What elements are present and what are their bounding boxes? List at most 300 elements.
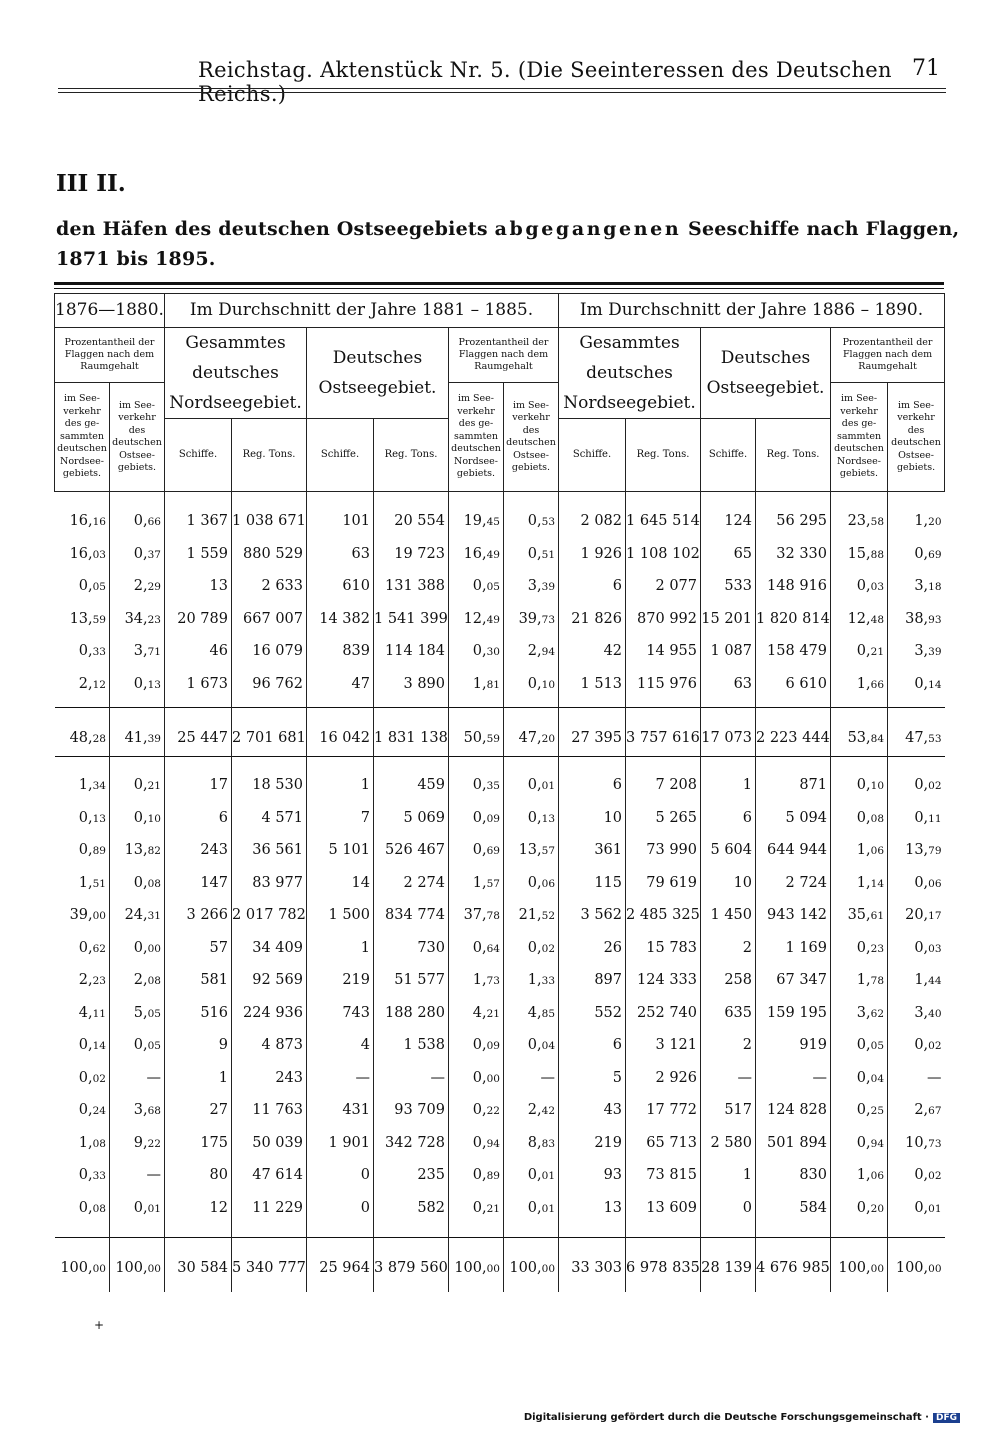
pct-integer-part: 8, xyxy=(527,1134,542,1151)
spacer-cell xyxy=(701,1224,756,1238)
table-cell xyxy=(110,635,165,668)
pct-decimal-part: 66 xyxy=(147,516,161,529)
table-cell: 26 xyxy=(559,932,626,965)
ships-header: Schiffe. xyxy=(307,419,374,492)
table-cell: 13 xyxy=(165,570,232,603)
table-cell xyxy=(831,769,888,802)
table-caption xyxy=(56,214,959,274)
table-cell: 1 xyxy=(165,1062,232,1095)
spacer-cell xyxy=(55,708,110,721)
table-cell: 517 xyxy=(701,1094,756,1127)
table-cell: 124 xyxy=(701,505,756,538)
spacer-cell xyxy=(374,708,449,721)
table-cell: 1 926 xyxy=(559,538,626,571)
table-cell: 17 xyxy=(165,769,232,802)
table-cell: 243 xyxy=(232,1062,307,1095)
table-cell: 880 529 xyxy=(232,538,307,571)
table-cell: 516 xyxy=(165,997,232,1030)
pct-integer-part: 0, xyxy=(78,1069,93,1086)
table-cell xyxy=(110,1029,165,1062)
pct-decimal-part: 69 xyxy=(928,548,942,561)
pct-decimal-part: 02 xyxy=(541,942,556,955)
pct-ost-header: im See-verkehr des deutschen Ostsee-gebiets. xyxy=(110,383,165,492)
pct-decimal-part: 61 xyxy=(870,910,885,923)
spacer-cell xyxy=(626,700,701,708)
table-row xyxy=(55,899,945,932)
pct-integer-part: 0, xyxy=(527,513,542,530)
table-cell xyxy=(449,769,504,802)
pct-decimal-part: 51 xyxy=(92,877,106,890)
table-cell xyxy=(831,1127,888,1160)
spacer-cell xyxy=(110,1224,165,1238)
table-cell: 1 xyxy=(307,932,374,965)
table-row xyxy=(55,505,945,538)
table-cell xyxy=(449,603,504,636)
table-cell xyxy=(888,668,945,701)
spacer-cell xyxy=(165,1238,232,1251)
pct-decimal-part: 12 xyxy=(92,678,106,691)
tons-header: Reg. Tons. xyxy=(626,419,701,492)
table-cell: 1 559 xyxy=(165,538,232,571)
table-cell: 4 571 xyxy=(232,802,307,835)
table-cell xyxy=(831,1094,888,1127)
period-mid-header: Im Durchschnitt der Jahre 1881 – 1885. xyxy=(165,294,559,328)
table-cell: 1 xyxy=(701,769,756,802)
spacer-cell xyxy=(110,1286,165,1292)
table-cell xyxy=(504,720,559,757)
table-cell: 252 740 xyxy=(626,997,701,1030)
table-cell: 839 xyxy=(307,635,374,668)
pct-ost-header: im See-verkehr des deutschen Ostsee-gebiets. xyxy=(504,383,559,492)
table-cell: 57 xyxy=(165,932,232,965)
spacer-cell xyxy=(756,492,831,506)
spacer-cell xyxy=(888,757,945,770)
spacer-cell xyxy=(756,1224,831,1238)
table-row xyxy=(55,1159,945,1192)
table-cell: — xyxy=(307,1062,374,1095)
table-cell: 0 xyxy=(307,1192,374,1225)
table-cell xyxy=(449,997,504,1030)
pct-decimal-part: 00 xyxy=(92,910,106,923)
table-cell: 124 333 xyxy=(626,964,701,997)
spacer-cell xyxy=(232,1224,307,1238)
table-cell: 2 926 xyxy=(626,1062,701,1095)
table-cell xyxy=(110,1094,165,1127)
table-row xyxy=(55,603,945,636)
pct-decimal-part: 69 xyxy=(486,845,500,858)
table-cell xyxy=(504,1192,559,1225)
spacer-cell xyxy=(559,700,626,708)
table-cell: 7 208 xyxy=(626,769,701,802)
table-cell xyxy=(504,932,559,965)
spacer-cell xyxy=(55,757,110,770)
table-cell: 28 139 xyxy=(701,1250,756,1286)
pct-decimal-part: 37 xyxy=(147,548,161,561)
pct-integer-part: 0, xyxy=(472,643,487,660)
pct-integer-part: 0, xyxy=(133,675,148,692)
pct-nord-header: im See-verkehr des ge-sammten deutschen Nordsee-gebiets. xyxy=(55,383,110,492)
pct-integer-part: 20, xyxy=(905,907,929,924)
pct-decimal-part: 08 xyxy=(92,1137,106,1150)
table-cell: 1 xyxy=(307,769,374,802)
pct-decimal-part: 01 xyxy=(541,1202,556,1215)
table-cell: 15 201 xyxy=(701,603,756,636)
pct-integer-part: 0, xyxy=(856,939,871,956)
table-cell xyxy=(110,867,165,900)
table-cell: 27 395 xyxy=(559,720,626,757)
pct-integer-part: 0, xyxy=(856,1037,871,1054)
pct-integer-part: 0, xyxy=(78,1167,93,1184)
pct-integer-part: 13, xyxy=(905,842,929,859)
pct-decimal-part: 22 xyxy=(486,1105,500,1118)
table-cell: 552 xyxy=(559,997,626,1030)
table-cell xyxy=(888,1159,945,1192)
table-cell xyxy=(110,668,165,701)
pct-integer-part: 0, xyxy=(472,939,487,956)
table-cell xyxy=(831,603,888,636)
spacer-cell xyxy=(55,1224,110,1238)
pct-integer-part: 100, xyxy=(509,1260,542,1276)
pct-integer-part: 0, xyxy=(914,1199,929,1216)
pct-decimal-part: 03 xyxy=(928,942,942,955)
pct-decimal-part: 67 xyxy=(928,1105,942,1118)
pct-integer-part: 4, xyxy=(78,1004,93,1021)
pct-decimal-part: 01 xyxy=(928,1202,942,1215)
table-cell: 1 513 xyxy=(559,668,626,701)
table-cell: 101 xyxy=(307,505,374,538)
pct-integer-part: 0, xyxy=(133,874,148,891)
head-rule xyxy=(58,88,946,89)
table-cell: 361 xyxy=(559,834,626,867)
pct-integer-part: 34, xyxy=(124,610,148,627)
pct-decimal-part: 57 xyxy=(541,845,556,858)
pct-decimal-part: 09 xyxy=(486,1040,500,1053)
pct-integer-part: 41, xyxy=(124,730,148,746)
table-cell: 258 xyxy=(701,964,756,997)
pct-integer-part: 0, xyxy=(856,1069,871,1086)
pct-integer-part: 1, xyxy=(78,1134,93,1151)
table-cell: 644 944 xyxy=(756,834,831,867)
pct-decimal-part: 14 xyxy=(92,1040,106,1053)
spacer-cell xyxy=(449,1286,504,1292)
table-cell xyxy=(110,1250,165,1286)
table-cell: 96 762 xyxy=(232,668,307,701)
period-left-header: 1876—1880. xyxy=(55,294,165,328)
table-cell xyxy=(831,505,888,538)
pct-decimal-part: 30 xyxy=(486,646,500,659)
pct-decimal-part: 93 xyxy=(928,613,942,626)
pct-integer-part: 2, xyxy=(133,972,148,989)
table-cell xyxy=(110,997,165,1030)
pct-decimal-part: 81 xyxy=(486,678,500,691)
spacer-row xyxy=(55,1238,945,1251)
pct-decimal-part: 14 xyxy=(870,877,885,890)
pct-integer-part: 0, xyxy=(527,1199,542,1216)
table-cell: 11 763 xyxy=(232,1094,307,1127)
pct-integer-part: 1, xyxy=(472,675,487,692)
pct-integer-part: 4, xyxy=(527,1004,542,1021)
spacer-cell xyxy=(307,757,374,770)
spacer-cell xyxy=(307,708,374,721)
pct-integer-part: 2, xyxy=(78,675,93,692)
table-cell xyxy=(831,668,888,701)
table-cell xyxy=(831,964,888,997)
spacer-cell xyxy=(559,757,626,770)
pct-decimal-part: 48 xyxy=(870,613,885,626)
pct-decimal-part: 11 xyxy=(928,812,942,825)
pct-integer-part: 19, xyxy=(463,513,487,530)
table-cell xyxy=(504,668,559,701)
spacer-cell xyxy=(504,492,559,506)
pct-integer-part: 53, xyxy=(847,730,871,746)
table-cell xyxy=(55,1094,110,1127)
pct-integer-part: 0, xyxy=(856,809,871,826)
pct-decimal-part: 01 xyxy=(147,1202,161,1215)
caption-years: 1871 bis 1895. xyxy=(56,248,216,270)
pct-decimal-part: 00 xyxy=(92,1263,106,1275)
table-cell xyxy=(449,570,504,603)
table-cell: 6 xyxy=(165,802,232,835)
ost-group-header: Deutsches Ostseegebiet. xyxy=(307,328,449,419)
table-cell: 2 701 681 xyxy=(232,720,307,757)
table-cell: 3 121 xyxy=(626,1029,701,1062)
table-cell: 43 xyxy=(559,1094,626,1127)
spacer-cell xyxy=(374,1238,449,1251)
table-row xyxy=(55,997,945,1030)
spacer-cell xyxy=(165,708,232,721)
table-cell: 919 xyxy=(756,1029,831,1062)
table-row xyxy=(55,932,945,965)
table-cell xyxy=(831,997,888,1030)
pct-decimal-part: 00 xyxy=(870,1263,885,1275)
spacer-cell xyxy=(559,1224,626,1238)
spacer-cell xyxy=(374,1224,449,1238)
table-cell: 13 xyxy=(559,1192,626,1225)
table-cell xyxy=(110,932,165,965)
pct-integer-part: 23, xyxy=(847,513,871,530)
pct-integer-part: 0, xyxy=(133,545,148,562)
pct-decimal-part: 08 xyxy=(92,1202,106,1215)
pct-decimal-part: 16 xyxy=(92,516,106,529)
spacer-cell xyxy=(110,700,165,708)
pct-integer-part: 100, xyxy=(60,1260,93,1276)
table-cell xyxy=(888,1094,945,1127)
table-cell: 5 340 777 xyxy=(232,1250,307,1286)
spacer-cell xyxy=(165,1224,232,1238)
spacer-cell xyxy=(831,1286,888,1292)
pct-decimal-part: 18 xyxy=(928,581,942,594)
pct-integer-part: 16, xyxy=(463,545,487,562)
table-row xyxy=(55,802,945,835)
pct-decimal-part: 78 xyxy=(486,910,500,923)
pct-integer-part: 47, xyxy=(905,730,929,746)
pct-decimal-part: 06 xyxy=(928,877,942,890)
pct-decimal-part: 21 xyxy=(870,646,885,659)
pct-integer-part: 0, xyxy=(527,939,542,956)
table-cell: 114 184 xyxy=(374,635,449,668)
table-cell: 21 826 xyxy=(559,603,626,636)
table-row xyxy=(55,668,945,701)
spacer-row xyxy=(55,492,945,506)
table-cell: — xyxy=(504,1062,559,1095)
spacer-cell xyxy=(559,708,626,721)
table-cell xyxy=(449,720,504,757)
pct-decimal-part: 00 xyxy=(486,1263,500,1275)
table-cell xyxy=(888,1029,945,1062)
table-cell: 33 303 xyxy=(559,1250,626,1286)
pct-decimal-part: 82 xyxy=(147,845,161,858)
spacer-cell xyxy=(756,757,831,770)
table-cell xyxy=(888,538,945,571)
spacer-cell xyxy=(307,1286,374,1292)
pct-integer-part: 0, xyxy=(472,1037,487,1054)
table-cell: 2 082 xyxy=(559,505,626,538)
spacer-cell xyxy=(504,1224,559,1238)
table-cell: 0 xyxy=(701,1192,756,1225)
table-cell: 1 367 xyxy=(165,505,232,538)
table-cell: 1 831 138 xyxy=(374,720,449,757)
table-cell: 9 xyxy=(165,1029,232,1062)
table-cell xyxy=(110,899,165,932)
table-cell: 1 xyxy=(701,1159,756,1192)
spacer-cell xyxy=(756,1286,831,1292)
pct-decimal-part: 08 xyxy=(147,975,161,988)
table-cell: 1 820 814 xyxy=(756,603,831,636)
spacer-cell xyxy=(831,492,888,506)
table-cell xyxy=(888,997,945,1030)
table-cell xyxy=(449,932,504,965)
table-cell: 2 xyxy=(701,1029,756,1062)
pct-decimal-part: 33 xyxy=(541,975,556,988)
table-cell xyxy=(110,603,165,636)
table-cell: 2 xyxy=(701,932,756,965)
table-cell: 42 xyxy=(559,635,626,668)
spacer-cell xyxy=(504,1286,559,1292)
pct-integer-part: 0, xyxy=(78,1102,93,1119)
pct-integer-part: 24, xyxy=(124,907,148,924)
pct-decimal-part: 71 xyxy=(147,646,161,659)
spacer-cell xyxy=(888,708,945,721)
spacer-cell xyxy=(449,700,504,708)
table-cell xyxy=(449,802,504,835)
pct-integer-part: 0, xyxy=(133,809,148,826)
pct-integer-part: 2, xyxy=(78,972,93,989)
pct-integer-part: 0, xyxy=(856,578,871,595)
pct-integer-part: 47, xyxy=(518,730,542,746)
spacer-cell xyxy=(888,1224,945,1238)
pct-integer-part: 0, xyxy=(78,842,93,859)
pct-integer-part: 0, xyxy=(472,842,487,859)
spacer-cell xyxy=(232,492,307,506)
table-cell: 15 783 xyxy=(626,932,701,965)
table-cell xyxy=(449,1062,504,1095)
table-cell xyxy=(449,964,504,997)
pct-integer-part: 0, xyxy=(914,675,929,692)
table-cell xyxy=(504,538,559,571)
pct-decimal-part: 10 xyxy=(870,780,885,793)
spacer-cell xyxy=(831,700,888,708)
pct-decimal-part: 83 xyxy=(541,1137,556,1150)
table-cell xyxy=(888,769,945,802)
table-cell: — xyxy=(888,1062,945,1095)
pct-integer-part: 0, xyxy=(472,1134,487,1151)
pct-decimal-part: 02 xyxy=(928,780,942,793)
pct-integer-part: 0, xyxy=(472,1102,487,1119)
pct-decimal-part: 31 xyxy=(147,910,161,923)
pct-integer-part: 0, xyxy=(78,1199,93,1216)
pct-decimal-part: 03 xyxy=(92,548,106,561)
table-cell: 83 977 xyxy=(232,867,307,900)
digitization-note-text: Digitalisierung gefördert durch die Deutsche Forschungsgemeinschaft xyxy=(523,1412,922,1423)
table-cell: 667 007 xyxy=(232,603,307,636)
pct-decimal-part: 89 xyxy=(92,845,106,858)
pct-integer-part: 37, xyxy=(463,907,487,924)
table-cell xyxy=(888,505,945,538)
table-cell: 20 554 xyxy=(374,505,449,538)
pct-decimal-part: 78 xyxy=(870,975,885,988)
spacer-cell xyxy=(888,492,945,506)
table-cell xyxy=(449,1192,504,1225)
table-row xyxy=(55,769,945,802)
pct-integer-part: 0, xyxy=(78,939,93,956)
nord-group-header: Gesammtes deutsches Nordseegebiet. xyxy=(165,328,307,419)
pct-integer-part: 0, xyxy=(527,1167,542,1184)
pct-integer-part: 0, xyxy=(914,777,929,794)
spacer-cell xyxy=(504,700,559,708)
table-cell xyxy=(888,1250,945,1286)
pct-decimal-part: 94 xyxy=(541,646,556,659)
pct-integer-part: 0, xyxy=(856,1199,871,1216)
pct-decimal-part: 05 xyxy=(870,1040,885,1053)
table-cell: 1 038 671 xyxy=(232,505,307,538)
table-cell: 4 676 985 xyxy=(756,1250,831,1286)
pct-decimal-part: 53 xyxy=(541,516,556,529)
pct-decimal-part: 88 xyxy=(870,548,885,561)
period-right-header: Im Durchschnitt der Jahre 1886 – 1890. xyxy=(559,294,945,328)
spacer-cell xyxy=(110,708,165,721)
pct-decimal-part: 45 xyxy=(486,516,500,529)
spacer-cell xyxy=(756,708,831,721)
table-cell: 63 xyxy=(701,668,756,701)
pct-decimal-part: 13 xyxy=(541,812,556,825)
table-cell xyxy=(504,867,559,900)
table-row xyxy=(55,538,945,571)
table-cell: 1 901 xyxy=(307,1127,374,1160)
table-cell: 830 xyxy=(756,1159,831,1192)
table-cell: 63 xyxy=(307,538,374,571)
table-cell xyxy=(831,720,888,757)
table-cell: 17 073 xyxy=(701,720,756,757)
spacer-cell xyxy=(756,700,831,708)
table-cell: 46 xyxy=(165,635,232,668)
pct-integer-part: 1, xyxy=(472,972,487,989)
spacer-row xyxy=(55,700,945,708)
pct-decimal-part: 58 xyxy=(870,516,885,529)
pct-group-header: Prozentantheil der Flaggen nach dem Raumgehalt xyxy=(831,328,945,383)
pct-decimal-part: 28 xyxy=(92,733,106,745)
table-cell: 65 xyxy=(701,538,756,571)
table-cell: 2 633 xyxy=(232,570,307,603)
digitization-note: Digitalisierung gefördert durch die Deutsche Forschungsgemeinschaft · DFG xyxy=(524,1412,960,1423)
table-cell: 131 388 xyxy=(374,570,449,603)
table-cell xyxy=(110,964,165,997)
table-cell xyxy=(831,538,888,571)
pct-decimal-part: 22 xyxy=(147,1137,161,1150)
table-cell: 92 569 xyxy=(232,964,307,997)
table-cell: 10 xyxy=(701,867,756,900)
table-cell xyxy=(504,1127,559,1160)
table-cell xyxy=(504,964,559,997)
